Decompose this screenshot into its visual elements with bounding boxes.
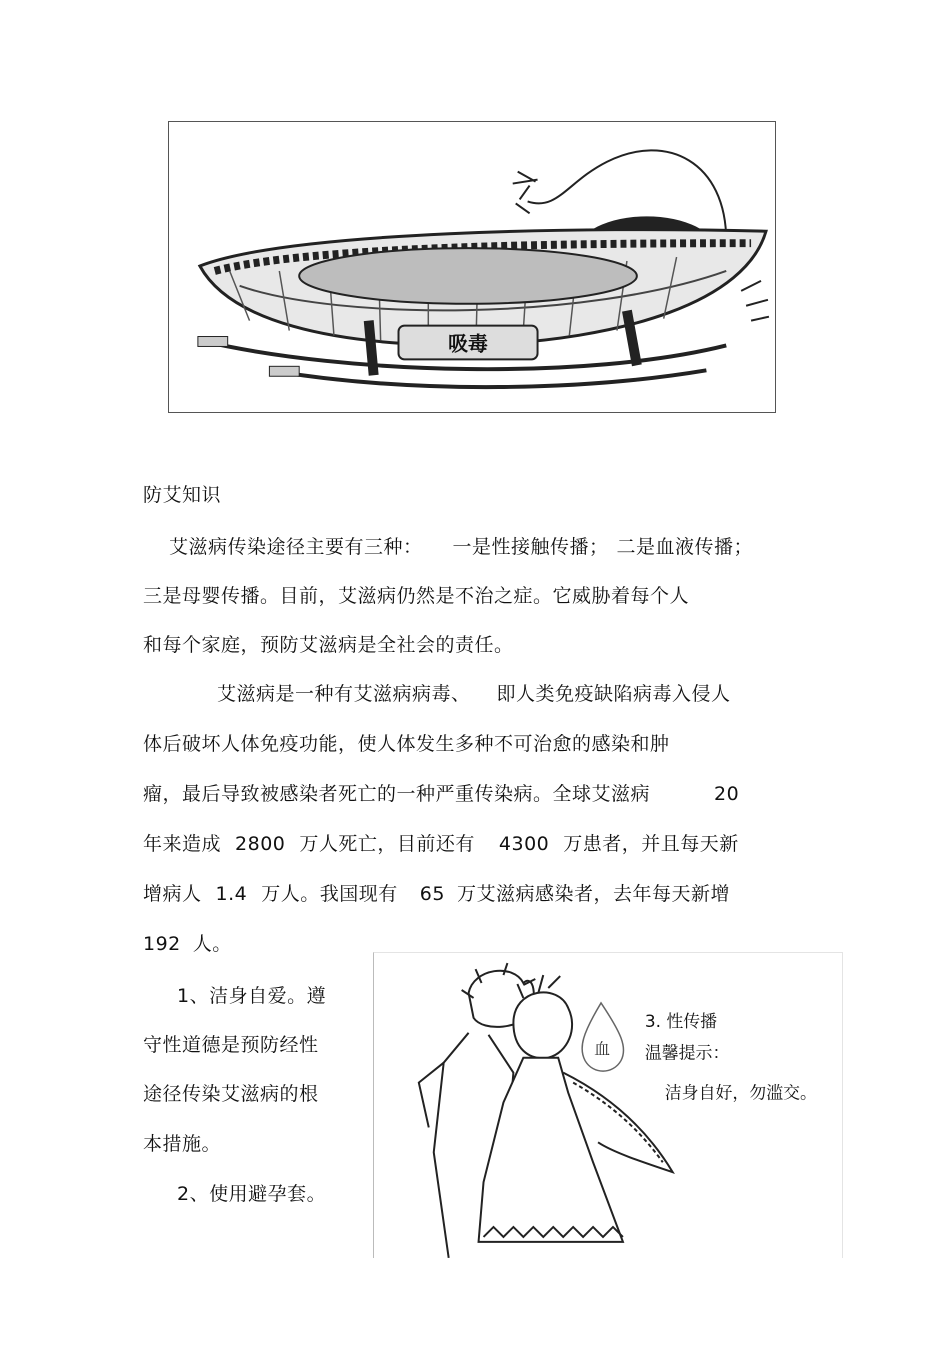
figure-caption-hint: 温馨提示： <box>644 1042 730 1063</box>
para2-text: 艾滋病是一种有艾滋病病毒、 <box>217 683 471 705</box>
section-heading: 防艾知识 <box>143 484 222 506</box>
tip-text: 2、使用避孕套。 <box>177 1183 327 1205</box>
para2-line3 <box>143 781 739 807</box>
para2-text: 增病人 <box>143 883 202 905</box>
para1-text: 一是性接触传播； <box>452 536 609 558</box>
tip-text: 1、洁身自爱。遵 <box>177 985 327 1007</box>
para2-line1 <box>143 681 731 707</box>
para1-text: 二是血液传播； <box>616 536 754 558</box>
para2-text: 万艾滋病感染者，去年每天新增 <box>456 883 730 905</box>
para1-text: 艾滋病传染途径主要有三种： <box>169 536 423 558</box>
figure-caption-title: 3. 性传播 <box>644 1010 718 1031</box>
figure-caption-advice: 洁身自好，勿滥交。 <box>664 1082 817 1103</box>
para2-number: 1.4 <box>215 883 248 905</box>
para2-line5 <box>143 881 730 907</box>
para2-number: 2800 <box>235 833 286 855</box>
para2-number: 192 <box>143 933 181 955</box>
para2-text: 万患者，并且每天新 <box>563 833 739 855</box>
tip1-line3: 途径传染艾滋病的根 <box>143 1083 319 1105</box>
blood-drop-label: 血 <box>594 1039 610 1059</box>
para2-line4 <box>143 831 739 857</box>
para2-number: 65 <box>419 883 445 905</box>
tip1-line1 <box>143 983 326 1009</box>
para2-text: 瘤，最后导致被感染者死亡的一种严重传染病。全球艾滋病 <box>143 783 651 805</box>
para2-text: 万人死亡，目前还有 <box>299 833 475 855</box>
para2-text: 人。 <box>192 933 232 955</box>
para2-line2: 体后破坏人体免疫功能，使人体发生多种不可治愈的感染和肿 <box>143 733 670 755</box>
couple-cartoon-figure <box>373 952 843 1258</box>
para1-line2: 三是母婴传播。目前，艾滋病仍然是不治之症。它威胁着每个人 <box>143 585 690 607</box>
para2-number: 4300 <box>498 833 550 855</box>
cradle-label: 吸毒 <box>448 332 488 356</box>
para2-text: 万人。我国现有 <box>261 883 398 905</box>
tip2-line1 <box>143 1181 326 1207</box>
para2-line6 <box>143 931 232 957</box>
tip1-line2: 守性道德是预防经性 <box>143 1034 319 1056</box>
para2-number: 20 <box>714 783 740 805</box>
cradle-cartoon-drawing <box>169 122 775 412</box>
para2-text: 年来造成 <box>143 833 222 855</box>
para1-line3: 和每个家庭，预防艾滋病是全社会的责任。 <box>143 634 514 656</box>
para2-text: 即人类免疫缺陷病毒入侵人 <box>496 683 731 705</box>
para1-line1 <box>143 534 753 560</box>
tip1-line4: 本措施。 <box>143 1133 222 1155</box>
cradle-cartoon-figure <box>168 121 776 413</box>
couple-cartoon-drawing <box>374 953 842 1258</box>
